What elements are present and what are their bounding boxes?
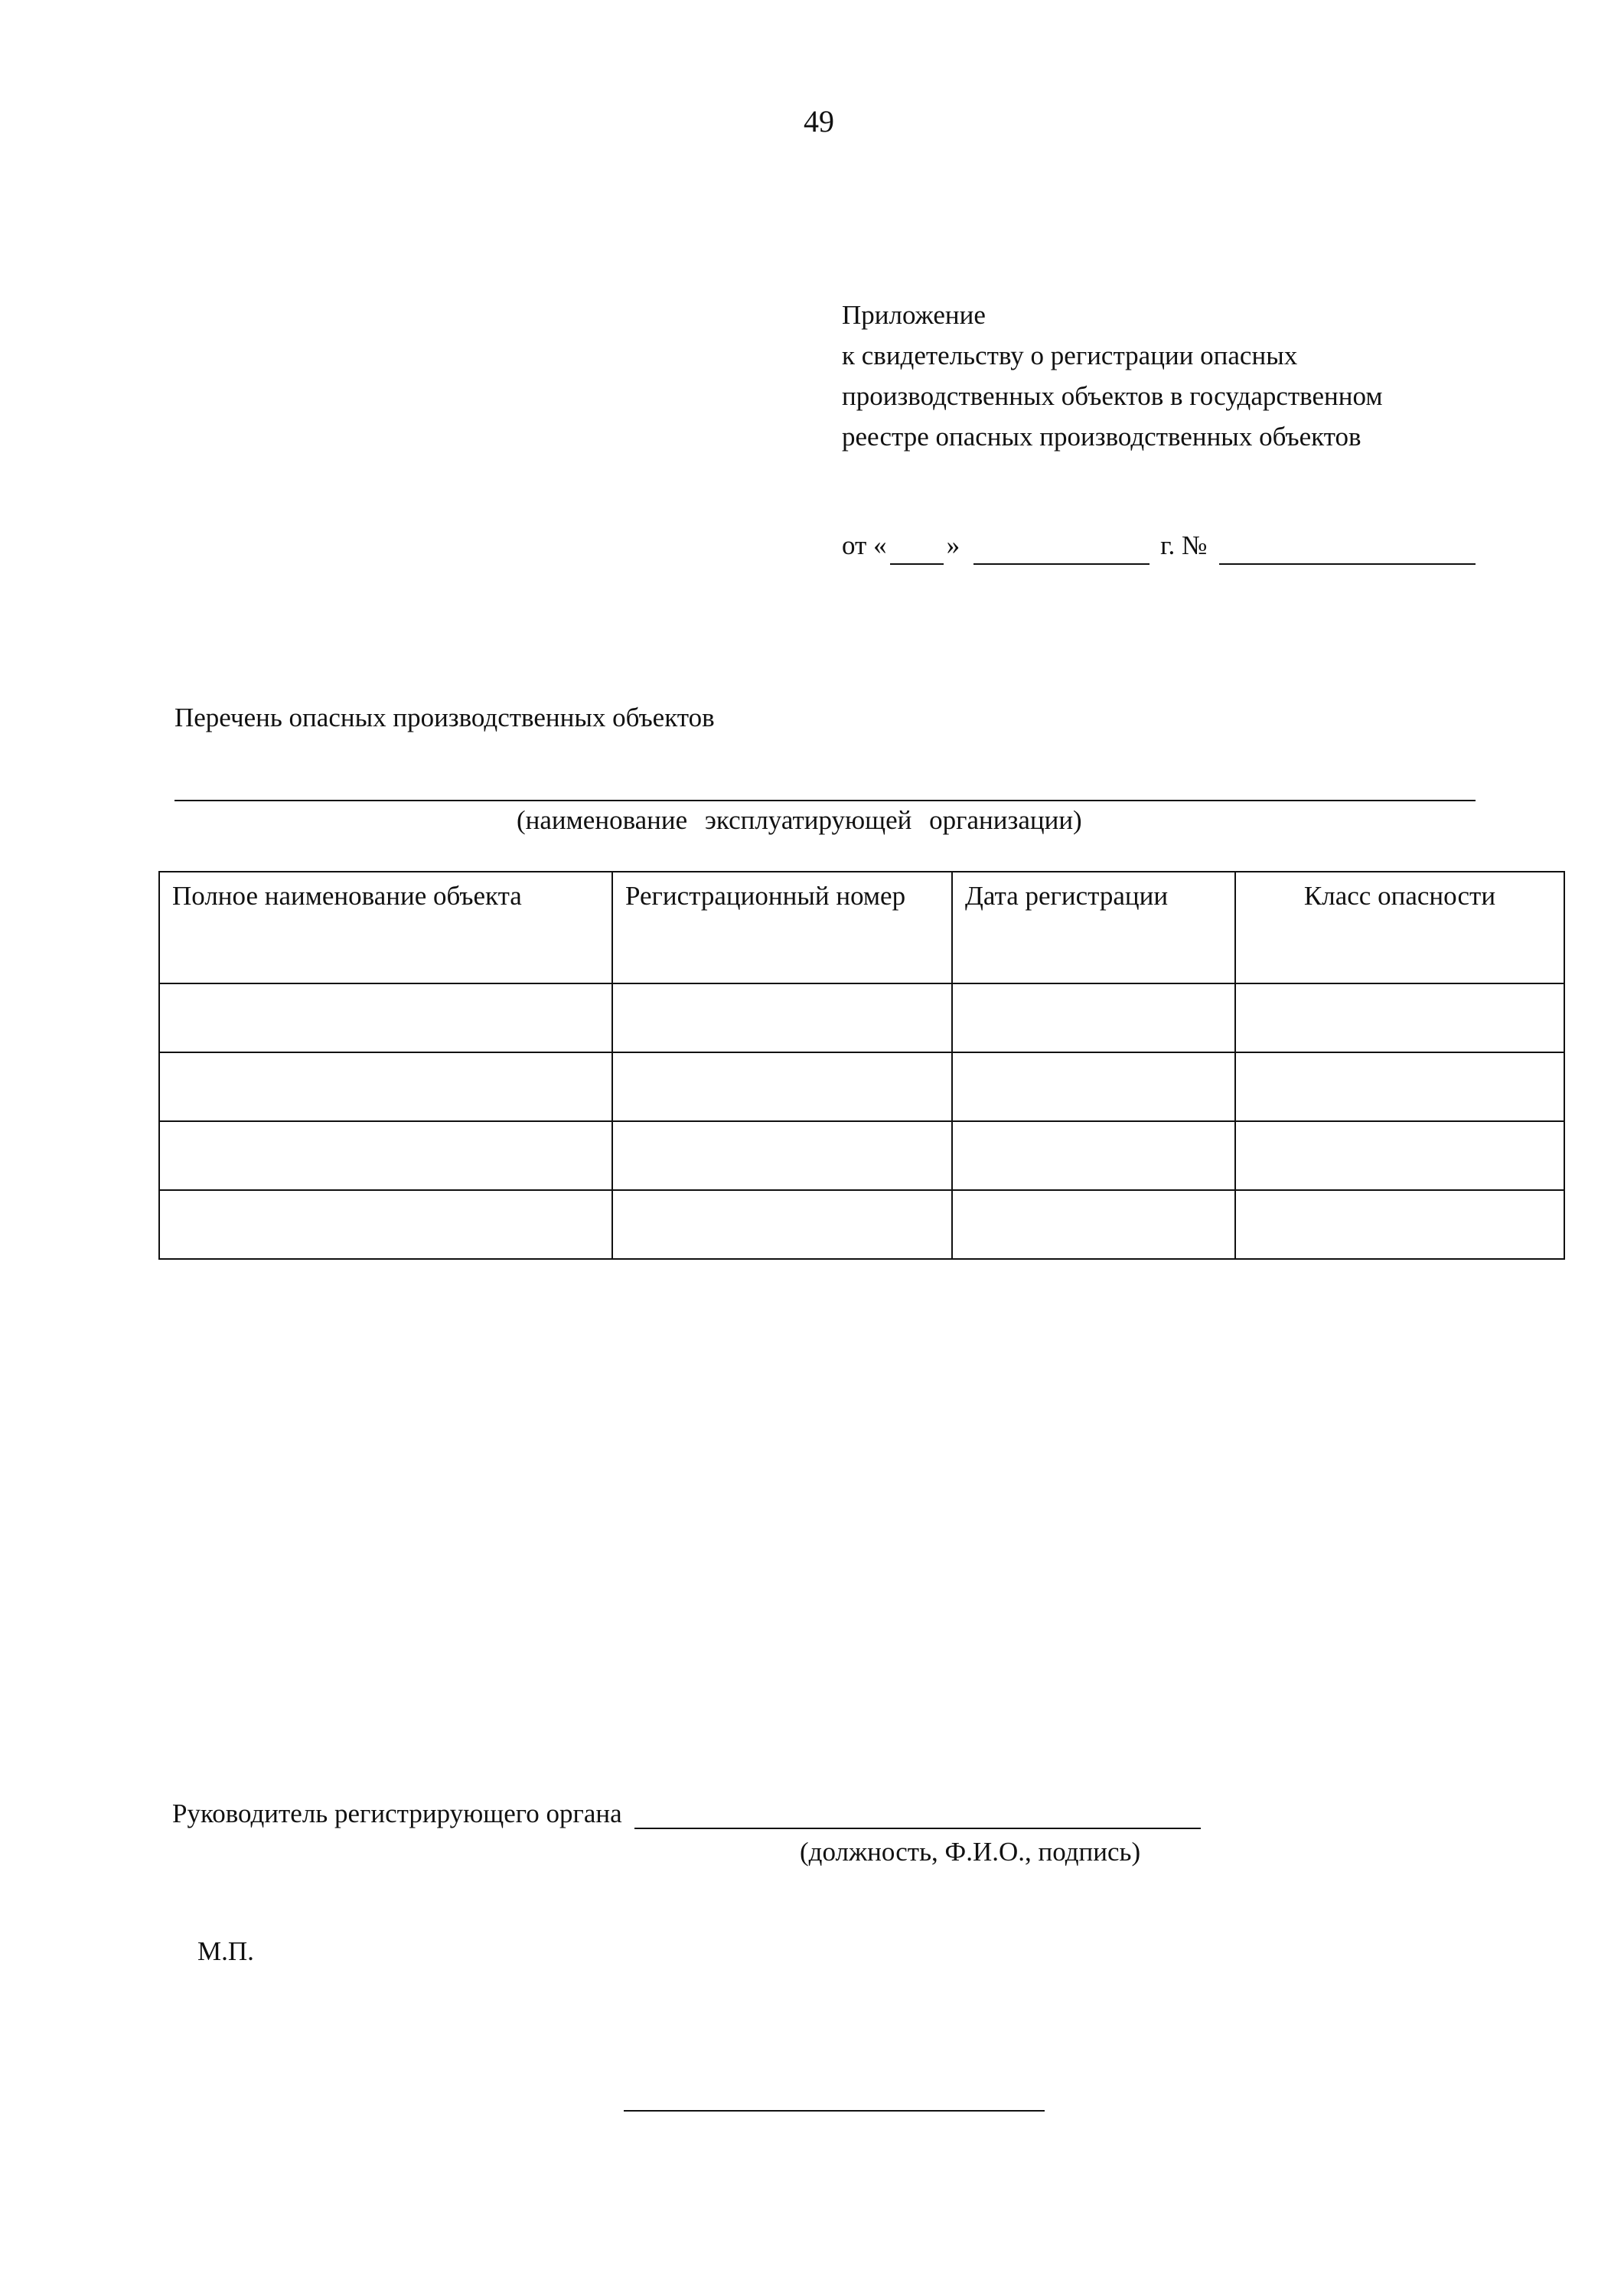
signature-label: Руководитель регистрирующего органа xyxy=(172,1799,622,1828)
certificate-date-number-line xyxy=(842,527,1476,565)
list-title: Перечень опасных производственных объектов xyxy=(174,703,715,732)
from-quote-close: » xyxy=(946,530,960,560)
stamp-label: М.П. xyxy=(197,1936,254,1966)
appendix-line-2: производственных объектов в государственном xyxy=(842,381,1383,411)
table-cell xyxy=(159,1121,612,1190)
objects-table xyxy=(158,871,1565,1260)
table-cell xyxy=(1235,1121,1564,1190)
table-cell xyxy=(612,1052,952,1121)
appendix-header xyxy=(842,295,1382,457)
table-cell xyxy=(952,1052,1235,1121)
day-blank xyxy=(890,536,944,565)
table-cell xyxy=(159,1052,612,1121)
from-prefix: от « xyxy=(842,530,887,560)
signature-caption: (должность, Ф.И.О., подпись) xyxy=(800,1837,1141,1867)
table-row xyxy=(159,983,1564,1052)
table-row xyxy=(159,1052,1564,1121)
table-cell xyxy=(159,1190,612,1259)
appendix-line-1: к свидетельству о регистрации опасных xyxy=(842,341,1298,370)
table-cell xyxy=(952,983,1235,1052)
header-hazard-class: Класс опасности xyxy=(1235,872,1564,983)
signature-line xyxy=(172,1799,1201,1829)
year-number-label: г. № xyxy=(1160,530,1208,560)
header-object-name: Полное наименование объекта xyxy=(159,872,612,983)
month-blank xyxy=(973,536,1150,565)
table-row xyxy=(159,1190,1564,1259)
table-cell xyxy=(159,983,612,1052)
header-registration-number: Регистрационный номер xyxy=(612,872,952,983)
table-cell xyxy=(612,1121,952,1190)
table-cell xyxy=(612,1190,952,1259)
table-row xyxy=(159,1121,1564,1190)
certificate-number-blank xyxy=(1219,536,1476,565)
table-cell xyxy=(1235,1052,1564,1121)
appendix-title: Приложение xyxy=(842,300,986,330)
signature-blank xyxy=(634,1800,1201,1829)
header-registration-date: Дата регистрации xyxy=(952,872,1235,983)
table-header-row xyxy=(159,872,1564,983)
organization-caption: (наименование эксплуатирующей организации) xyxy=(517,805,1082,835)
organization-name-blank xyxy=(174,800,1476,801)
table-cell xyxy=(612,983,952,1052)
table-cell xyxy=(1235,1190,1564,1259)
table-cell xyxy=(952,1190,1235,1259)
bottom-separator xyxy=(624,2110,1045,2112)
table-cell xyxy=(952,1121,1235,1190)
appendix-line-3: реестре опасных производственных объектов xyxy=(842,422,1361,452)
table-cell xyxy=(1235,983,1564,1052)
page-number: 49 xyxy=(804,104,834,139)
